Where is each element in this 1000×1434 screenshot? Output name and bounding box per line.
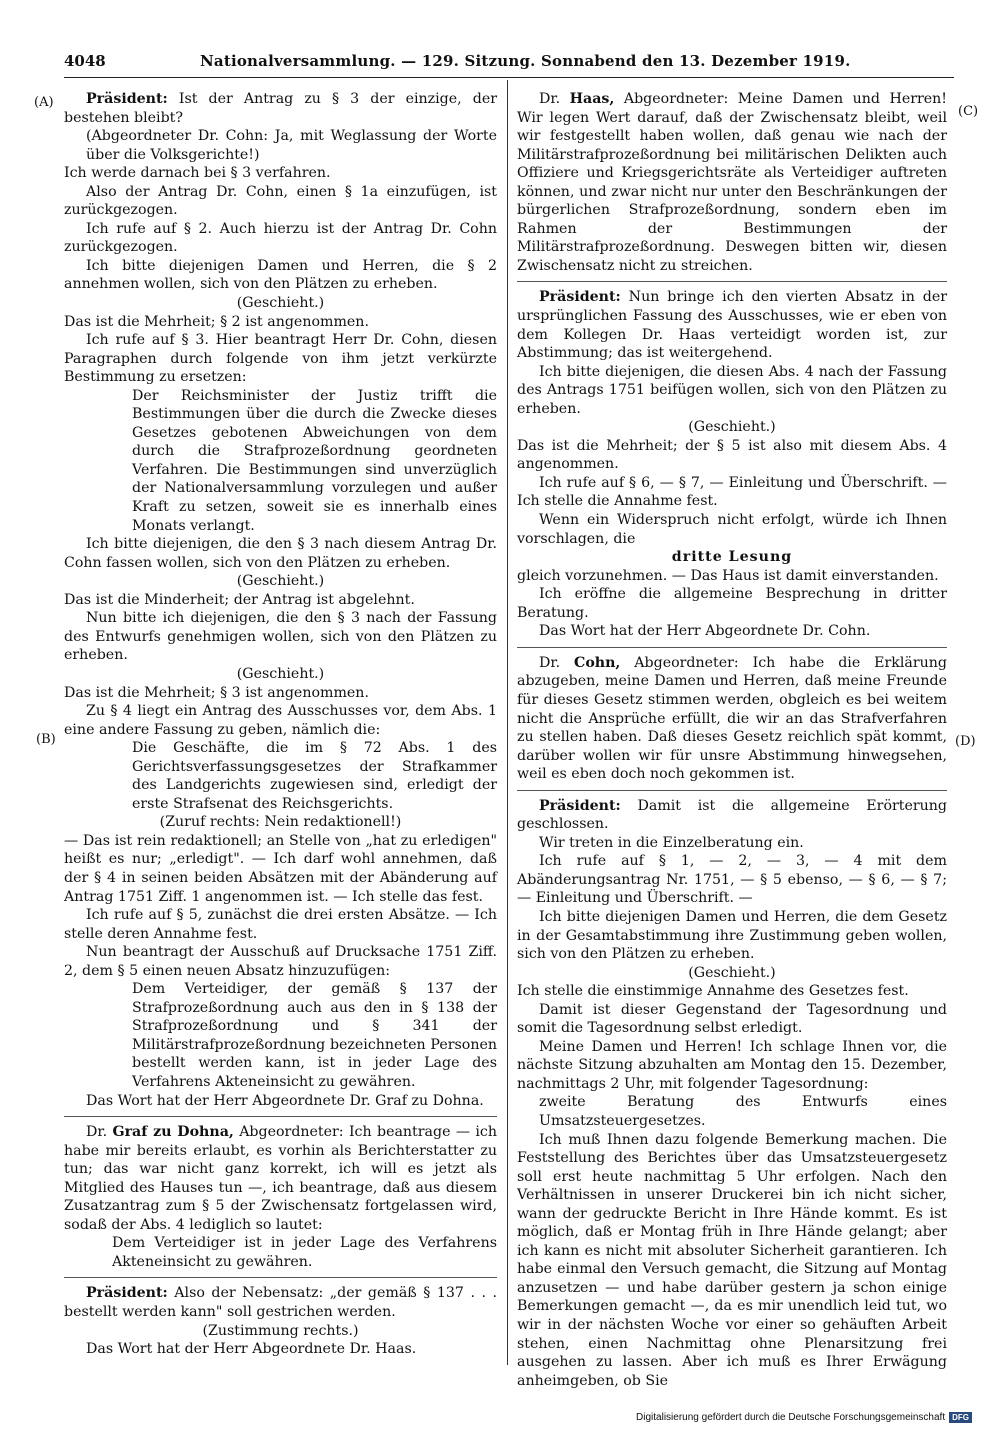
paragraph: Meine Damen und Herren! Ich schlage Ihnen vor, die nächste Sitzung abzuhalten am Montag den 15. Dezember, nachmittags 2 Uhr, mit folgender Tagesordnung: [517,1038,947,1092]
paragraph: Das Wort hat der Herr Abgeordnete Dr. Graf zu Dohna. [86,1092,484,1109]
margin-marker-d: (D) [955,734,976,749]
paragraph: Ich rufe auf § 5, zunächst die drei ersten Absätze. — Ich stelle deren Annahme fest. [64,907,497,942]
section-rule [517,647,947,648]
paragraph: Das Wort hat der Herr Abgeordnete Dr. Cohn. [539,623,871,640]
margin-marker-a: (A) [34,95,54,110]
speaker-name: Präsident: [86,91,168,107]
stage-direction: (Geschieht.) [236,573,325,590]
stage-direction: (Geschieht.) [236,295,325,312]
speaker-name: Haas, [569,91,615,107]
paragraph: Dr. Haas, Abgeordneter: Meine Damen und Herren! Wir legen Wert darauf, daß der Zwischensatz bleibt, weil wir festgestellt haben wollen, daß genau wie nach der Militärstrafprozeßordnung bei militärischen Delikten auch Offiziere und Kriegsgerichtsräte als Verteidiger auftreten können, und zwar nicht nur unter den Beschränkungen der bürgerlichen Strafprozeßordnung, sondern eben im Rahmen der Bestimmungen der Militärstrafprozeßordnung. Deswegen bitten wir, diesen Zwischensatz nicht zu streichen. [517,91,948,274]
paragraph: Das ist die Minderheit; der Antrag ist abgelehnt. [64,591,415,608]
paragraph: Das Wort hat der Herr Abgeordnete Dr. Haas. [86,1341,417,1358]
paragraph: Nun bitte ich diejenigen, die den § 3 nach der Fassung des Entwurfs genehmigen wollen, sich von den Plätzen zu erheben. [64,610,497,664]
paragraph: Ich bitte diejenigen Damen und Herren, die dem Gesetz in der Gesamtabstimmung ihre Zustimmung geben wollen, sich von den Plätzen zu erheben. [517,908,947,963]
paragraph: Ich rufe auf § 1, — 2, — 3, — 4 mit dem Abänderungsantrag Nr. 1751, — § 5 ebenso, — § 6, — § 7; — Einleitung und Überschrift. — [517,853,947,907]
paragraph: Ich stelle die einstimmige Annahme des Gesetzes fest. [517,983,909,1000]
quoted-text: Dem Verteidiger ist in jeder Lage des Verfahrens Akteneinsicht zu gewähren. [112,1235,497,1270]
dfg-logo: DFG [949,1412,972,1423]
stage-direction: (Zustimmung rechts.) [202,1322,359,1339]
paragraph: Ich werde darnach bei § 3 verfahren. [64,165,331,182]
stage-direction: (Geschieht.) [688,419,776,436]
footer-text: Digitalisierung gefördert durch die Deutsche Forschungsgemeinschaft [636,1412,946,1423]
page-number: 4048 [64,52,106,70]
paragraph: Wenn ein Widerspruch nicht erfolgt, würde ich Ihnen vorschlagen, die [517,512,947,547]
paragraph: Ich rufe auf § 6, — § 7, — Einleitung und Überschrift. — Ich stelle die Annahme fest. [517,474,947,510]
paragraph: Präsident: Also der Nebensatz: „der gemäß § 137 . . . bestellt werden kann" soll gestrichen werden. [64,1285,497,1320]
section-rule [517,790,947,791]
speaker-name: Präsident: [539,797,621,814]
agenda-item: zweite Beratung des Entwurfs eines Umsatzsteuergesetzes. [539,1094,947,1129]
speaker-name: Graf zu Dohna, [112,1124,234,1141]
paragraph: Präsident: Ist der Antrag zu § 3 der einzige, der bestehen bleibt? [64,91,497,126]
margin-marker-c: (C) [958,104,979,119]
margin-marker-b: (B) [36,732,56,747]
paragraph: Ich bitte diejenigen, die diesen Abs. 4 nach der Fassung des Antrags 1751 beifügen wollen, sich von den Plätzen zu erheben. [517,363,947,417]
paragraph: Nun beantragt der Ausschuß auf Drucksache 1751 Ziff. 2, dem § 5 einen neuen Absatz hinzuzufügen: [64,944,497,979]
header-rule [64,77,954,78]
paragraph: Ich muß Ihnen dazu folgende Bemerkung machen. Die Feststellung des Berichtes über das Umsatzsteuergesetz soll erst heute nachmittag 5 Uhr erfolgen. Nach den Verhältnissen in unserer Druckerei bin ich nicht sicher, wann der gedruckte Bericht in Ihre Hände kommt. Es ist möglich, daß er Montag früh in Ihre Hände gelangt; aber ich kann es nicht mit absoluter Sicherheit garantieren. Ich habe einmal den Versuch gemacht, die Sitzung auf Montag anzusetzen — und habe darüber gestern ja schon einige Bemerkungen gemacht —, da es mir unendlich leid tut, wo wir in der nächsten Woche vor einer so gehäuften Arbeit stehen, einen Nachmittag ohne Plenarsitzung frei ausgehen zu lassen. Aber ich muß es Ihrer Erwägung anheimgeben, ob Sie [517,1131,947,1389]
page-header [64,50,954,76]
paragraph: Ich eröffne die allgemeine Besprechung in dritter Beratung. [517,586,947,621]
paragraph: Dr. Cohn, Abgeordneter: Ich habe die Erklärung abzugeben, meine Damen und Herren, daß meine Freunde für dieses Gesetz stimmen werden, obgleich es bei weitem nicht die Ansprüche erfüllt, die wir an das Strafverfahren zu stellen haben. Daß dieses Gesetz reichlich spät kommt, darüber wollen wir für unsre Abstimmung hinwegsehen, weil es eben doch noch gekommen ist. [517,654,947,783]
stage-direction: (Zuruf rechts: Nein redaktionell!) [159,814,402,831]
running-title: Nationalversammlung. — 129. Sitzung. Sonnabend den 13. Dezember 1919. [200,52,851,70]
stage-direction: (Geschieht.) [688,964,776,981]
paragraph: Das ist die Mehrheit; der § 5 ist also mit diesem Abs. 4 angenommen. [517,437,947,473]
paragraph: gleich vorzunehmen. — Das Haus ist damit einverstanden. [517,567,939,584]
paragraph: Ich rufe auf § 2. Auch hierzu ist der Antrag Dr. Cohn zurückgezogen. [64,220,497,256]
quoted-text: Der Reichsminister der Justiz trifft die Bestimmungen über die durch die Zwecke dieses Gesetzes gebotenen Abweichungen von dem durch die Strafprozeßordnung geordneten Verfahren. Die Bestimmungen sind unverzüglich der Nationalversammlung vorzulegen und außer Kraft zu setzen, soweit sie es innerhalb eines Monats verlangt. [132,387,497,534]
paragraph: Präsident: Nun bringe ich den vierten Absatz in der ursprünglichen Fassung des Ausschusses, wie er eben von dem Kollegen Dr. Haas verteidigt worden ist, zur Abstimmung; das ist weitergehend. [517,289,948,362]
speaker-name: Präsident: [539,289,621,306]
right-column [517,90,947,1390]
footer [636,1412,972,1423]
section-heading: dritte Lesung [671,549,793,566]
paragraph: Damit ist dieser Gegenstand der Tagesordnung und somit die Tagesordnung selbst erledigt. [517,1001,947,1037]
paragraph: Präsident: Damit ist die allgemeine Erörterung geschlossen. [517,797,948,833]
column-divider [507,80,508,1365]
paragraph: Ich bitte diejenigen, die den § 3 nach diesem Antrag Dr. Cohn fassen wollen, sich von den Plätzen zu erheben. [64,536,497,571]
paragraph: Dr. Graf zu Dohna, Abgeordneter: Ich beantrage — ich habe mir bereits erlaubt, es vorhin als Berichterstatter zu tun; das war nicht ganz korrekt, ich will es jetzt als Mitglied des Hauses tun —, ich beantrage, daß aus diesem Zusatzantrag zum § 5 der Zwischensatz fortgelassen wird, sodaß der Abs. 4 lediglich so lautet: [64,1124,497,1233]
paragraph: Ich bitte diejenigen Damen und Herren, die § 2 annehmen wollen, sich von den Plätzen zu erheben. [64,257,497,293]
paragraph: Zu § 4 liegt ein Antrag des Ausschusses vor, dem Abs. 1 eine andere Fassung zu geben, nämlich die: [64,703,497,738]
left-column [64,90,497,1359]
paragraph: Das ist die Mehrheit; § 3 ist angenommen. [64,684,369,701]
section-rule [64,1277,497,1278]
speaker-name: Cohn, [574,654,621,671]
paragraph: Also der Antrag Dr. Cohn, einen § 1a einzufügen, ist zurückgezogen. [64,183,497,219]
quoted-text: Die Geschäfte, die im § 72 Abs. 1 des Gerichtsverfassungsgesetzes der Strafkammer des Landgerichts zugewiesen sind, erledigt der erste Strafsenat des Reichsgerichts. [132,740,497,812]
speaker-name: Präsident: [86,1285,168,1302]
paragraph: Wir treten in die Einzelberatung ein. [539,834,804,851]
paragraph: — Das ist rein redaktionell; an Stelle von „hat zu erledigen" heißt es nur; „erledigt". — Ich darf wohl annehmen, daß der § 4 in seinen beiden Absätzen mit der Abänderung auf Antrag 1751 Ziff. 1 angenommen ist. — Ich stelle das fest. [64,832,497,905]
interjection: (Abgeordneter Dr. Cohn: Ja, mit Weglassung der Worte über die Volksgerichte!) [86,128,497,163]
stage-direction: (Geschieht.) [236,665,325,682]
section-rule [517,281,947,282]
section-rule [64,1116,497,1117]
quoted-text: Dem Verteidiger, der gemäß § 137 der Strafprozeßordnung auch aus den in § 138 der Strafprozeßordnung und § 341 der Militärstrafprozeßordnung bezeichneten Personen bestellt werden kann, ist in jeder Lage des Verfahrens Akteneinsicht zu gewähren. [132,981,497,1090]
paragraph: Ich rufe auf § 3. Hier beantragt Herr Dr. Cohn, diesen Paragraphen durch folgende von ihm jetzt verkürzte Bestimmung zu ersetzen: [64,332,497,386]
paragraph: Das ist die Mehrheit; § 2 ist angenommen. [64,313,369,330]
